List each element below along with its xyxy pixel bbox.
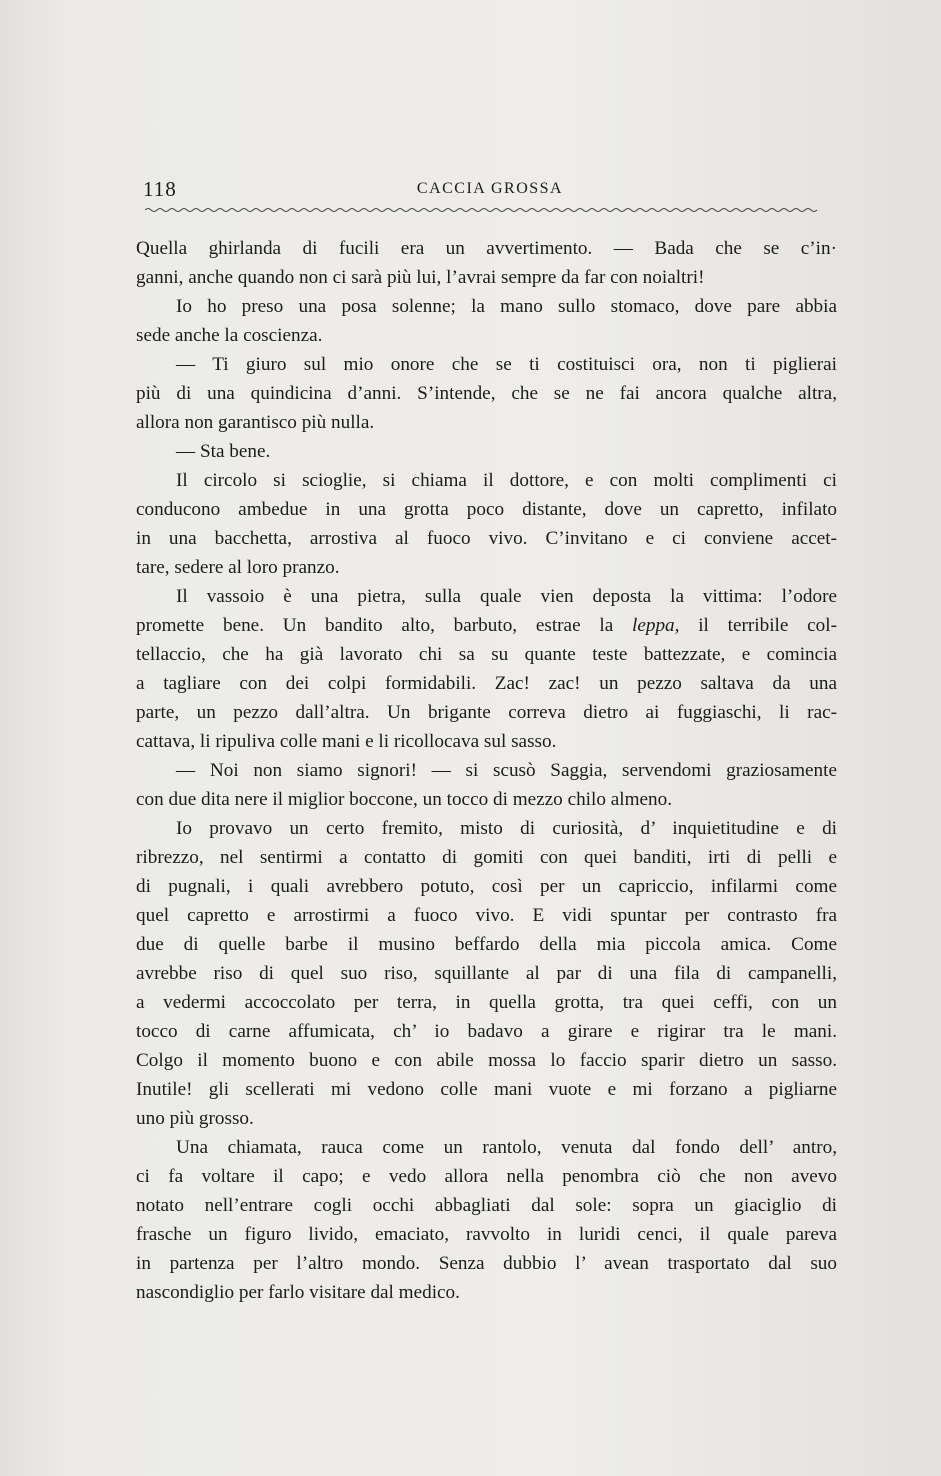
paragraph <box>136 814 837 1133</box>
text-line: notato nell’entrare cogli occhi abbagliati dal sole: sopra un giaciglio di <box>136 1195 837 1216</box>
text-line: quel capretto e arrostirmi a fuoco vivo. E vidi spuntar per contrasto fra <box>136 905 837 926</box>
text-line: Quella ghirlanda di fucili era un avvertimento. — Bada che se c’in· <box>136 238 837 259</box>
text-line: Il vassoio è una pietra, sulla quale vien deposta la vittima: l’odore <box>176 586 837 607</box>
text-line: nascondiglio per farlo visitare dal medico. <box>136 1282 460 1303</box>
body-text <box>136 234 837 1307</box>
text-line: sede anche la coscienza. <box>136 325 323 346</box>
italic-word: leppa, <box>632 615 680 636</box>
text-line: — Noi non siamo signori! — si scusò Saggia, servendomi graziosamente <box>176 760 837 781</box>
text-line: cattava, li ripuliva colle mani e li ricollocava sul sasso. <box>136 731 557 752</box>
paragraph <box>136 582 837 756</box>
page-number: 118 <box>143 177 177 201</box>
text-line: Io ho preso una posa solenne; la mano sullo stomaco, dove pare abbia <box>176 296 837 317</box>
text-line: con due dita nere il miglior boccone, un tocco di mezzo chilo almeno. <box>136 789 673 810</box>
paragraph <box>136 1133 837 1307</box>
text-line: più di una quindicina d’anni. S’intende, che se ne fai ancora qualche altra, <box>136 383 837 404</box>
text-line: in una bacchetta, arrostiva al fuoco vivo. C’invitano e ci conviene accet- <box>136 528 837 549</box>
text-line: — Sta bene. <box>176 441 271 462</box>
text-line: in partenza per l’altro mondo. Senza dubbio l’ avean trasportato dal suo <box>136 1253 837 1274</box>
text-line: parte, un pezzo dall’altra. Un brigante correva dietro ai fuggiaschi, li rac- <box>136 702 837 723</box>
text-line: Io provavo un certo fremito, misto di curiosità, d’ inquietitudine e di <box>176 818 837 839</box>
text-line: tocco di carne affumicata, ch’ io badavo a girare e rigirar tra le mani. <box>136 1021 837 1042</box>
text-line: Il circolo si scioglie, si chiama il dottore, e con molti complimenti ci <box>176 470 837 491</box>
text-line-with-italic <box>136 611 837 640</box>
text-line: tare, sedere al loro pranzo. <box>136 557 340 578</box>
running-head <box>143 177 837 205</box>
text-line: due di quelle barbe il musino beffardo della mia piccola amica. Come <box>136 934 837 955</box>
running-title: CACCIA GROSSA <box>416 180 564 197</box>
paragraph <box>136 466 837 582</box>
text-line: Inutile! gli scellerati mi vedono colle mani vuote e mi forzano a pigliarne <box>136 1079 837 1100</box>
text-line: tellaccio, che ha già lavorato chi sa su quante teste battezzate, e comincia <box>136 644 837 665</box>
text-line: uno più grosso. <box>136 1108 254 1129</box>
paragraph <box>136 756 837 814</box>
text-segment: il terribile col- <box>698 615 837 636</box>
paragraph <box>136 437 837 466</box>
text-line: frasche un figuro livido, emaciato, ravvolto in luridi cenci, il quale pareva <box>136 1224 837 1245</box>
text-line: a tagliare con dei colpi formidabili. Zac! zac! un pezzo saltava da una <box>136 673 837 694</box>
text-line: ganni, anche quando non ci sarà più lui, l’avrai sempre da far con noialtri! <box>136 267 705 288</box>
text-line: di pugnali, i quali avrebbero potuto, così per un capriccio, infilarmi come <box>136 876 837 897</box>
paragraph <box>136 350 837 437</box>
text-line: ribrezzo, nel sentirmi a contatto di gomiti con quei banditi, irti di pelli e <box>136 847 837 868</box>
text-line: allora non garantisco più nulla. <box>136 412 375 433</box>
text-line: — Ti giuro sul mio onore che se ti costituisci ora, non ti piglierai <box>176 354 837 375</box>
paragraph <box>136 292 837 350</box>
text-line: conducono ambedue in una grotta poco distante, dove un capretto, infilato <box>136 499 837 520</box>
text-segment: promette bene. Un bandito alto, barbuto, estrae la <box>136 615 614 636</box>
wavy-header-rule <box>145 205 835 215</box>
text-line: Colgo il momento buono e con abile mossa lo faccio sparir dietro un sasso. <box>136 1050 837 1071</box>
text-line: ci fa voltare il capo; e vedo allora nella penombra ciò che non avevo <box>136 1166 837 1187</box>
paragraph <box>136 234 837 292</box>
text-line: a vedermi accoccolato per terra, in quella grotta, tra quei ceffi, con un <box>136 992 837 1013</box>
text-line: avrebbe riso di quel suo riso, squillante al par di una fila di campanelli, <box>136 963 837 984</box>
text-line: Una chiamata, rauca come un rantolo, venuta dal fondo dell’ antro, <box>176 1137 837 1158</box>
